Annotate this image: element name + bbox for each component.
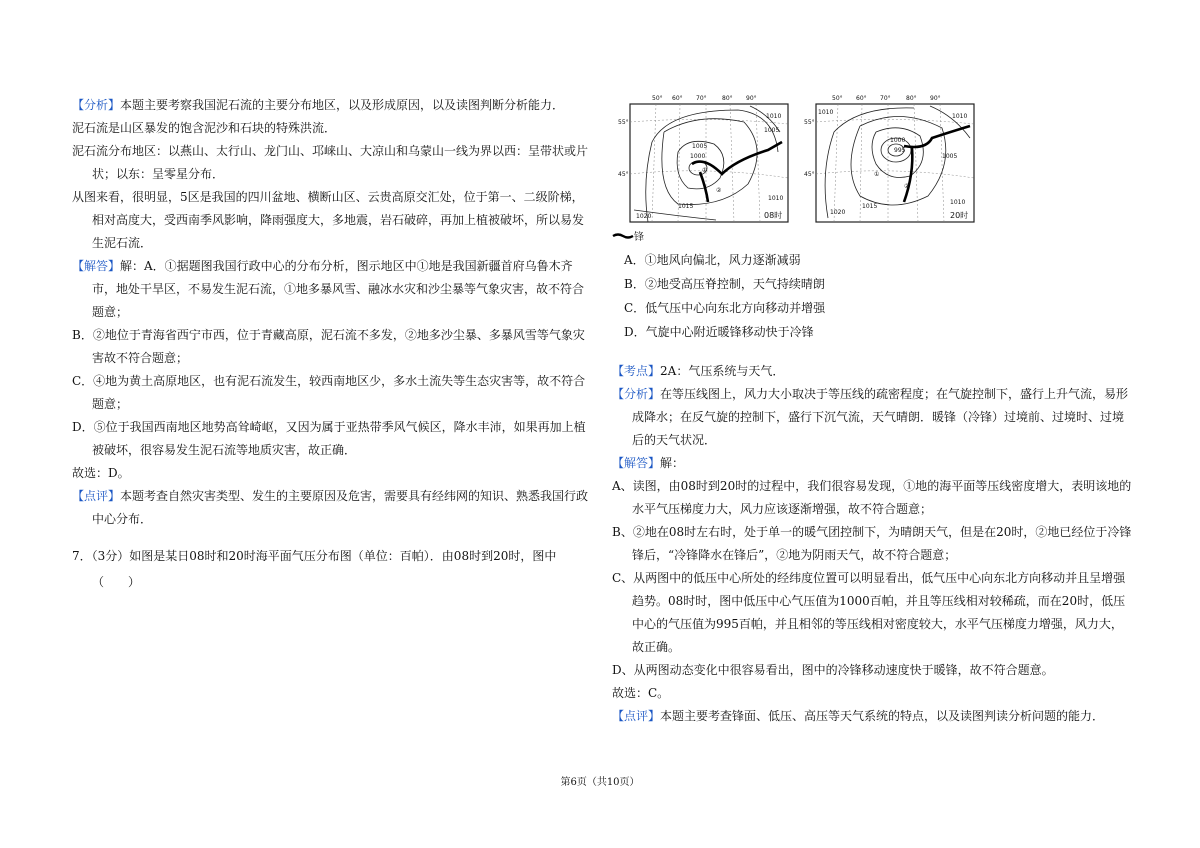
- map1-isobar-1005: 1005: [692, 143, 708, 150]
- page-footer: 第6页（共10页）: [560, 777, 640, 788]
- map2-isobar-1010c: 1010: [818, 109, 834, 116]
- question-7-stem: 7．（3分）如图是某日08时和20时海平面气压分布图（单位：百帕）．由08时到20时，图中（ ）: [72, 549, 557, 589]
- map2-lon-70: 70°: [880, 95, 891, 102]
- map1-point-1: ①: [702, 167, 708, 174]
- map1-isobar-1020: 1020: [636, 213, 652, 220]
- right-comment-paragraph: [612, 705, 1134, 728]
- right-answer-intro: 解：: [660, 456, 685, 470]
- right-choice-text: 故选：C。: [612, 686, 670, 700]
- map2-lat-45: 45°: [804, 171, 815, 178]
- left-column: [72, 94, 592, 595]
- option-c: C．低气压中心向东北方向移动并增强: [624, 301, 826, 315]
- map2-isobar-1005: 1005: [942, 153, 958, 160]
- answer-b: B．②地位于青海省西宁市西，位于青藏高原，泥石流不多发，②地多沙尘暴、多暴风雪等气象灾害故不符合题意；: [72, 328, 585, 365]
- map2-isobar-1000: 1000: [890, 137, 906, 144]
- right-analysis-paragraph: [612, 383, 1134, 452]
- right-answer-tag: 【解答】: [612, 456, 661, 470]
- right-analysis-text: 在等压线图上，风力大小取决于等压线的疏密程度；在气旋控制下，盛行上升气流，易形成降水；在反气旋的控制下，盛行下沉气流，天气晴朗．暖锋（冷锋）过境前、过境时、过境后的天气状况．: [632, 387, 1129, 447]
- map2-lon-50: 50°: [832, 95, 843, 102]
- right-answer-d: D、从两图动态变化中很容易看出，图中的冷锋移动速度快于暖锋，故不符合题意。: [612, 663, 1054, 677]
- map1-point-2: ②: [716, 187, 722, 194]
- map1-isobar-1005b: 1005: [764, 127, 780, 134]
- map1-lon-70: 70°: [696, 95, 707, 102]
- map1-lat-45: 45°: [618, 171, 629, 178]
- map1-isobar-1000: 1000: [690, 153, 706, 160]
- map1-time-label: 08时: [764, 211, 783, 220]
- right-answer-c: C、从两图中的低压中心所处的经纬度位置可以明显看出，低气压中心向东北方向移动并且呈增强趋势。08时时，图中低压中心气压值为1000百帕，并且等压线相对较稀疏，而在20时，低压中心的气压值为995百帕，并且相邻的等压线相对密度较大，水平气压梯度力增强，风力大，故正确。: [612, 571, 1126, 654]
- map1-lat-55: 55°: [618, 119, 629, 126]
- answer-paragraph: [72, 255, 592, 324]
- option-b: B．②地受高压脊控制，天气持续晴朗: [624, 277, 825, 291]
- pressure-maps-figure: [612, 92, 1134, 243]
- pressure-map-20: [804, 92, 976, 224]
- analysis-tag: 【分析】: [72, 98, 121, 112]
- option-a: A．①地风向偏北，风力逐渐减弱: [624, 253, 801, 267]
- right-answer-b: B、②地在08时左右时，处于单一的暖气团控制下，为晴朗天气，但是在20时，②地已经位于冷锋锋后，“冷锋降水在锋后”，②地为阴雨天气，故不符合题意；: [612, 525, 1132, 562]
- map2-time-label: 20时: [950, 211, 969, 220]
- answer-tag: 【解答】: [72, 259, 121, 273]
- map2-lon-60: 60°: [856, 95, 867, 102]
- front-legend-line: [612, 232, 634, 240]
- map2-isobar-1020: 1020: [830, 209, 846, 216]
- map2-point-1: ①: [874, 171, 880, 178]
- map1-isobar-1015: 1015: [678, 203, 694, 210]
- map2-lon-90: 90°: [930, 95, 941, 102]
- point-text: 2A：气压系统与天气．: [660, 364, 785, 378]
- front-legend-label: 锋: [634, 232, 644, 243]
- map1-lon-50: 50°: [652, 95, 663, 102]
- comment-text: 本题考查自然灾害类型、发生的主要原因及危害，需要具有经纬网的知识、熟悉我国行政中心分布．: [92, 489, 589, 526]
- right-analysis-tag: 【分析】: [612, 387, 661, 401]
- right-answer-paragraph: [612, 452, 1134, 475]
- choice-text: 故选：D。: [72, 466, 130, 480]
- map2-isobar-1010b: 1010: [950, 199, 966, 206]
- map2-lat-55: 55°: [804, 119, 815, 126]
- map2-isobar-995: 995: [894, 147, 906, 154]
- map1-lon-90: 90°: [746, 95, 757, 102]
- answer-c: C．④地为黄土高原地区，也有泥石流发生，较西南地区少，多水土流失等生态灾害等，故不符合题意；: [72, 374, 586, 411]
- comment-tag: 【点评】: [72, 489, 121, 503]
- analysis-line1: 本题主要考察我国泥石流的主要分布地区，以及形成原因，以及读图判断分析能力．: [120, 98, 565, 112]
- analysis-line3: 泥石流分布地区：以燕山、太行山、龙门山、邛崃山、大凉山和乌蒙山一线为界以西：呈带状或片状；以东：呈零星分布．: [72, 144, 589, 181]
- map1-isobar-1010b: 1010: [768, 195, 784, 202]
- answer-d: D．⑤位于我国西南地区地势高耸崎岖，又因为属于亚热带季风气候区，降水丰沛，如果再加上植被破坏，很容易发生泥石流等地质灾害，故正确．: [72, 420, 586, 457]
- map1-lon-60: 60°: [672, 95, 683, 102]
- analysis-line2: 泥石流是山区暴发的饱含泥沙和石块的特殊洪流．: [72, 121, 337, 135]
- map2-isobar-1015: 1015: [862, 203, 878, 210]
- point-paragraph: [612, 360, 1134, 383]
- map2-point-2: ②: [904, 183, 910, 190]
- analysis-paragraph: [72, 94, 592, 117]
- front-legend: [612, 232, 644, 244]
- right-comment-tag: 【点评】: [612, 709, 661, 723]
- map1-lon-80: 80°: [722, 95, 733, 102]
- analysis-line4: 从图来看，很明显，5区是我国的四川盆地、横断山区、云贵高原交汇处，位于第一、二级阶梯，相对高度大，受西南季风影响，降雨强度大，多地震，岩石破碎，再加上植被破坏，所以易发生泥石流．: [72, 190, 585, 250]
- map2-lon-80: 80°: [906, 95, 917, 102]
- map2-isobar-1010: 1010: [952, 113, 968, 120]
- option-d: D．气旋中心附近暖锋移动快于冷锋: [624, 325, 814, 339]
- point-tag: 【考点】: [612, 364, 661, 378]
- right-answer-a: A、读图，由08时到20时的过程中，我们很容易发现，①地的海平面等压线密度增大，表明该地的水平气压梯度力大，风力应该逐渐增强，故不符合题意；: [612, 479, 1132, 516]
- pressure-map-08: [618, 92, 790, 224]
- right-comment-text: 本题主要考查锋面、低压、高压等天气系统的特点，以及读图判读分析问题的能力．: [660, 709, 1105, 723]
- answer-a: 解：A．①据题图我国行政中心的分布分析，图示地区中①地是我国新疆首府乌鲁木齐市，地处干旱区，不易发生泥石流，①地多暴风雪、融冰水灾和沙尘暴等气象灾害，故不符合题意；: [92, 259, 585, 319]
- comment-paragraph: [72, 485, 592, 531]
- question-7-options: [612, 248, 1134, 344]
- map1-isobar-1010: 1010: [766, 113, 782, 120]
- right-column: [612, 92, 1134, 728]
